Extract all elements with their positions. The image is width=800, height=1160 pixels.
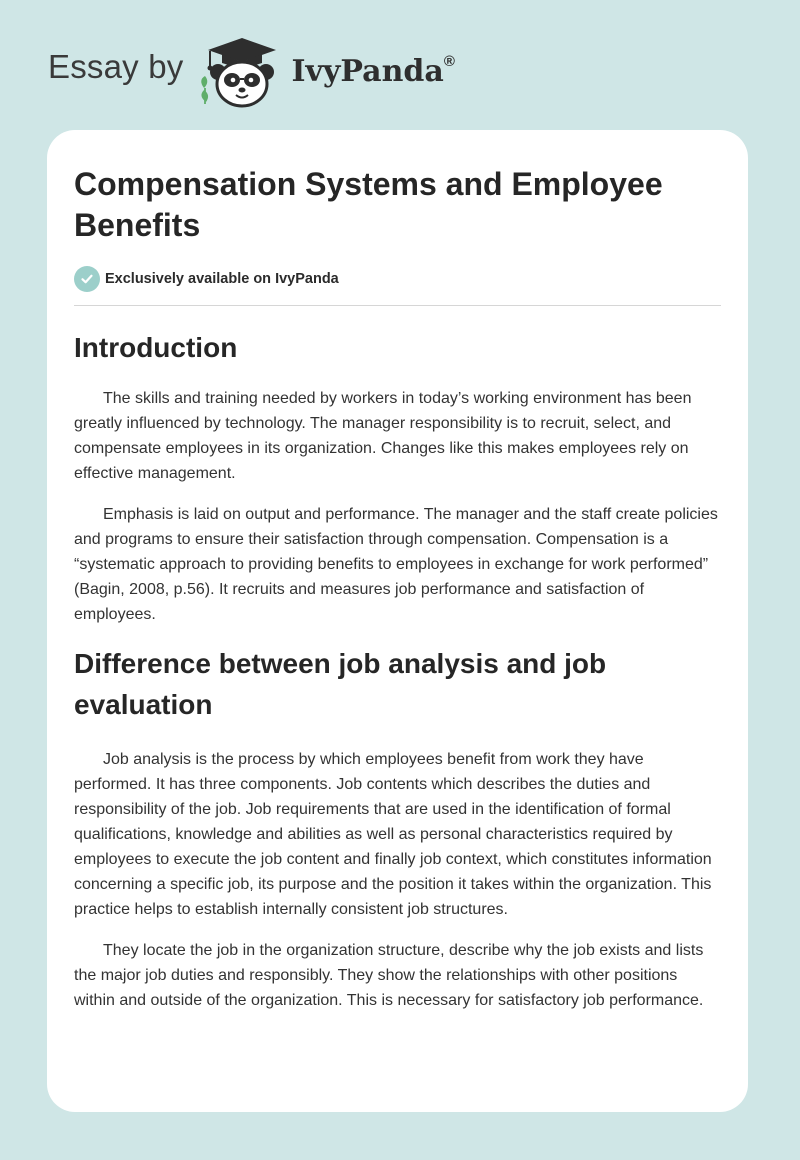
- paragraph: Emphasis is laid on output and performance. The manager and the staff create policies and programs to ensure their satisfaction through compensation. Compensation is a “systematic approach to providing benefits to employees in exchange for work performed” (Bagin, 2008, p.56). It recruits and measures job performance and satisfaction of employees.: [74, 506, 718, 623]
- document-title: Compensation Systems and Employee Benefits: [74, 166, 663, 243]
- panda-logo-icon: [196, 32, 288, 112]
- paragraph: Job analysis is the process by which employees benefit from work they have performed. It has three components. Job contents which describes the duties and responsibility of the job. Job requirements that are used in the identification of formal qualifications, knowledge and abilities as well as personal characteristics required by employees to execute the job content and finally job context, which constitutes information concerning a specific job, its purpose and the position it takes within the organization. This practice helps to establish internally consistent job structures.: [74, 751, 712, 918]
- brand-prefix: Essay by: [48, 48, 184, 85]
- exclusive-label: Exclusively available on IvyPanda: [105, 271, 339, 287]
- paragraph: The skills and training needed by workers in today’s working environment has been greatly influenced by technology. The manager responsibility is to recruit, select, and compensate employees in its organization. Changes like this makes employees rely on effective management.: [74, 390, 692, 482]
- section-heading-difference: Difference between job analysis and job evaluation: [74, 648, 607, 720]
- brand-name: [292, 54, 455, 89]
- registered-mark: ®: [443, 52, 455, 70]
- paragraph: They locate the job in the organization structure, describe why the job exists and lists the major job duties and responsibly. They show the relationships with other positions within and outside of the organization. This is necessary for satisfactory job performance.: [74, 942, 704, 1009]
- brand-name-text: IvyPanda: [291, 53, 444, 89]
- exclusive-badge: [74, 266, 721, 306]
- check-icon: [74, 266, 100, 292]
- brand-header[interactable]: [48, 32, 455, 112]
- essay-card: [47, 130, 748, 1112]
- section-heading-introduction: Introduction: [74, 332, 238, 363]
